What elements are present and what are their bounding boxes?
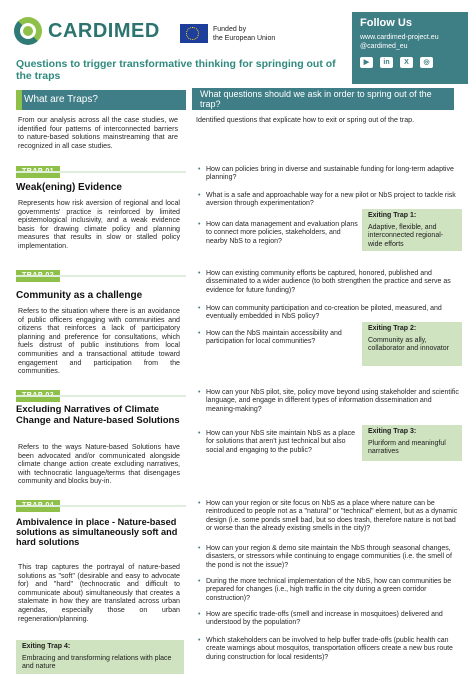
page-title: Questions to trigger transformative thinking for springing out of the traps bbox=[16, 58, 336, 82]
trap-3-question-2: • How can your NbS site maintain NbS as a place for solutions that aren't just technical but also social and engaging to the public? bbox=[198, 430, 358, 455]
trap-4-heading: Ambivalence in place - Nature-based solutions as simultaneously soft and hard solutions bbox=[16, 517, 178, 548]
trap-1-rule bbox=[16, 171, 186, 173]
trap-2-heading: Community as a challenge bbox=[16, 290, 143, 301]
trap-1-heading: Weak(ening) Evidence bbox=[16, 182, 122, 193]
logo-text: CARDIMED bbox=[48, 19, 160, 42]
trap-2-question-3: • How can the NbS maintain accessibility and participation for local communities? bbox=[198, 330, 358, 347]
trap-4-rule bbox=[16, 505, 186, 507]
trap-1-exit-title: Exiting Trap 1: bbox=[368, 212, 417, 219]
eu-funding-badge bbox=[180, 24, 275, 43]
trap-2-rule bbox=[16, 275, 186, 277]
left-header-text: What are Traps? bbox=[24, 94, 98, 105]
trap-3-exit-box bbox=[362, 425, 462, 461]
trap-4-question-2: • How can your region & demo site maintain the NbS through seasonal changes, disasters, or stressors while continuing to engage communities (i.e. the smell of the pond is not the issue)? bbox=[198, 545, 460, 570]
trap-1-body: Represents how risk aversion of regional and local governments' practice is reinforced by limited epistemological inclusivity, and a weak evidence basis for drawing climate policy and planning measures that results in slow or stalled policy implementation. bbox=[18, 199, 180, 250]
intro-right: Identified questions that explicate how to exit or spring out of the trap. bbox=[196, 116, 415, 124]
trap-4-body: This trap captures the portrayal of nature-based solutions as "soft" (desirable and easy to advocate for) and "hard" (technocratic and difficult to communicate about) simultaneously that creates a stalemate in how they are translated across urban agendas, especially those on urban regeneration/planning. bbox=[18, 563, 180, 623]
trap-3-heading: Excluding Narratives of Climate Change and Nature-based Solutions bbox=[16, 404, 180, 426]
trap-4-exit-box bbox=[16, 640, 184, 674]
trap-3-question-1: • How can your NbS pilot, site, policy move beyond using stakeholder and scientific language, and engage in different types of information dissemination and meaning-making? bbox=[198, 389, 460, 414]
trap-3-exit-text: Pluriform and meaningful narratives bbox=[368, 439, 446, 455]
trap-4-question-4: • How are specific trade-offs (smell and increase in mosquitoes) delivered and understood by the population? bbox=[198, 611, 460, 628]
trap-1-question-2: • What is a safe and approachable way for a new pilot or NbS project to tackle risk aversion through experimentation? bbox=[198, 192, 460, 209]
trap-4-exit-text: Embracing and transforming relations with place and nature bbox=[22, 654, 172, 670]
trap-2-body: Refers to the situation where there is an avoidance of public officers engaging with communities and citizens that reinforces a lack of participatory planning and preference for consultations, which fuels distrust of public institutions from local communities and a transactional attitude toward engagement and participation from the communities. bbox=[18, 307, 180, 376]
eu-flag-icon bbox=[180, 24, 208, 43]
follow-title: Follow Us bbox=[360, 17, 412, 29]
eu-line-1: Funded by bbox=[213, 25, 247, 33]
social-handle[interactable]: @cardimed_eu bbox=[360, 43, 408, 50]
what-are-traps-header bbox=[16, 90, 186, 110]
x-icon[interactable]: X bbox=[400, 57, 413, 68]
trap-3-body: Refers to the ways Nature-based Solutions have been advocated and/or communicated alongside climate change action create excluding narratives, with technocratic language/terms that disengages community and blocks buy-in. bbox=[18, 443, 180, 486]
intro-left: From our analysis across all the case studies, we identified four patterns of interconnected barriers to nature-based solutions mainstreaming that are recognized in all case studies. bbox=[18, 116, 178, 150]
youtube-icon[interactable]: ▶ bbox=[360, 57, 373, 68]
trap-4-question-1: • How can your region or site focus on NbS as a place where nature can be reintroduced to people not as a "natural" or "technical" element, but as a dynamic design (i.e. some ponds smell bad, but so does trash, therefore nature is not bad or worse than the already existing smells in the city)? bbox=[198, 500, 460, 534]
cardimed-logo[interactable] bbox=[14, 17, 160, 45]
trap-4-question-5: • Which stakeholders can be involved to help buffer trade-offs (public health can create warnings about mosquitos, transportation officers create a new bus route during construction for local residents)? bbox=[198, 637, 460, 662]
trap-4-question-3: • During the more technical implementation of the NbS, how can communities be prepared for changes (i.e., high traffic in the city during a green corridor construction)? bbox=[198, 578, 460, 603]
website-link[interactable]: www.cardimed-project.eu bbox=[360, 34, 439, 41]
trap-1-exit-text: Adaptive, flexible, and interconnected regional-wide efforts bbox=[368, 223, 444, 248]
trap-3-exit-title: Exiting Trap 3: bbox=[368, 428, 417, 435]
trap-3-rule bbox=[16, 395, 186, 397]
trap-2-exit-box bbox=[362, 322, 462, 366]
trap-4-exit-title: Exiting Trap 4: bbox=[22, 643, 71, 650]
trap-2-exit-text: Community as ally, collaborator and innovator bbox=[368, 336, 449, 352]
trap-2-question-1: • How can existing community efforts be captured, honored, published and disseminated to a wider audience (to both strengthen the practice and serve as evidence for future funding)? bbox=[198, 270, 460, 295]
trap-1-question-1: • How can policies bring in diverse and sustainable funding for long-term adaptive planning? bbox=[198, 166, 460, 183]
trap-2-exit-title: Exiting Trap 2: bbox=[368, 325, 417, 332]
trap-2-question-2: • How can community participation and co-creation be piloted, measured, and eventually embedded in NbS policy? bbox=[198, 305, 460, 322]
trap-1-exit-box bbox=[362, 209, 462, 251]
cardimed-logo-icon bbox=[14, 17, 42, 45]
follow-us-panel bbox=[352, 12, 468, 84]
instagram-icon[interactable]: ◎ bbox=[420, 57, 433, 68]
questions-header: What questions should we ask in order to spring out of the trap? bbox=[192, 88, 454, 110]
eu-line-2: the European Union bbox=[213, 34, 276, 42]
linkedin-icon[interactable]: in bbox=[380, 57, 393, 68]
trap-1-question-3: • How can data management and evaluation plans to connect more policies, stakeholders, and nearby NbS to a region? bbox=[198, 221, 358, 246]
